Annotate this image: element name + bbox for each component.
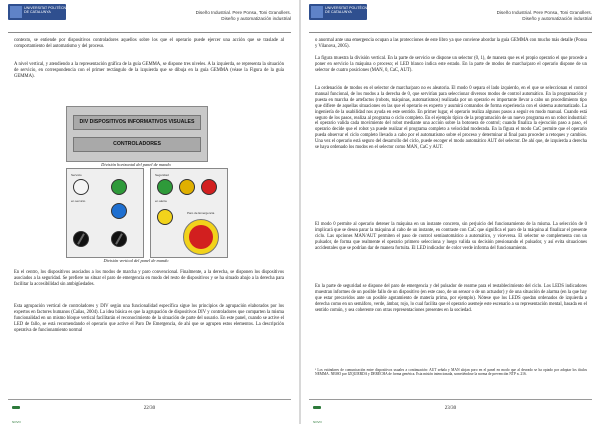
panel-label: Servicio (71, 173, 82, 177)
panel-label: Paro de Emergencia (187, 211, 215, 215)
mode-selector-icon (111, 231, 127, 247)
footnote: ¹ Los estándares de comunicación entre dispositivos usuales a continuación: AUT señala y MAN alojan poro en el panel en modo que al deseado se ha optado por adoptar los títulos NEMMA. NEMO por IZQUIERDA y DERECHA de forma genérica. Esta misión intencionada, sometiéndose la norma de prevención NTP n. 216. (315, 368, 587, 377)
panel-label: Seguridad (155, 173, 169, 177)
header-authors: Diseño Industrial. Pere Ponsa, Toni Granollers. (195, 10, 291, 15)
green-led-icon (111, 179, 127, 195)
header-text (497, 10, 592, 22)
paragraph: En la parte de seguridad se dispone del paro de emergencia y del pulsador de rearme para el restablecimiento del ciclo. Los LEDS indicadores muestran informes de un posible fallo de un dispositivo (en este caso, de un sensor o de un actuador) y de una situación de alarma (en la que hay que estar precavidos ante un posible agotamiento de materia prima, por ejemplo). Nótese que los LEDS quedan ordenados de izquierda a derecha como en un semáforo, verde, ámbar, rojo, lo cual facilita que el operario asemeje este escenario a su representación mental, basada en el sentido común, y sea coherente con otras representaciones presentes en la sociedad. (315, 284, 587, 313)
white-led-icon (73, 179, 89, 195)
paragraph: contexto, se entiende por dispositivos controladores aquellos sobre los que el operario puede ejercer una acción que se traslade al comportamiento del automatismo y del proceso. (14, 38, 284, 49)
paragraph: Esta agrupación vertical de controladores y DIV según una funcionalidad específica sigue los principios de agrupación elaborados por los expertos en factores humanos (Cañas, 2004). La idea básica es que la agrupación de dispositivos DIV y controladores que comparten la misma funcionalidad en un mismo bloque vertical facilitarán el reconocimiento de la situación de parte del usuario. En este panel, cuando se active el LED de fallo, se está recomendando el operario que active el Paro De Emergencia, de ahí que se agrupen estos elementos. La descripción operativa de funcionamiento normal (14, 304, 284, 333)
header-text (196, 10, 291, 22)
rearm-pushbutton-icon (157, 209, 173, 225)
vertical-panel-left (66, 168, 144, 258)
university-logo: UNIVERSITAT POLITÈCNICA DE CATALUNYA (8, 4, 66, 20)
page-number: 22/30 (143, 406, 156, 411)
logo-mark-icon (311, 6, 323, 18)
figure-caption: División horizontal del panel de mando (101, 162, 171, 167)
header-subtitle: Diseño y automatización industrial (221, 16, 291, 21)
red-led-icon (201, 179, 217, 195)
page-header (309, 2, 592, 32)
header-rule (8, 32, 291, 33)
paragraph: El modo 0 permite al operario detener la máquina en un instante concreto, sin perjuicio del funcionamiento de la misma. La selección de 0 implicará que se desea parar la máquina al cabo de un instante, en contraste con CaC que significa el paro de la máquina al finalizar el presente ciclo. Las opciones MAN/AUT permiten el paso de control semiautomático a automático, y viceversa. El selector se complementa con un pulsador, de forma que realmente el operario primero selecciona y luego valida su decisión presionando el pulsador, y así evita situaciones accidentales que se podrían dar de manera fortuita. El LED indicador de color verde informa del funcionamiento. (315, 222, 587, 251)
header-authors: Diseño Industrial. Pere Ponsa, Toni Granollers. (496, 10, 592, 15)
paragraph: La figura muestra la división vertical. En la parte de servicio se dispone un selector (0, 1), de manera que es el propio operario el que procede a poner en servicio la máquina o proceso; el LED blanco indica este estado. En la parte de modos de marcha/paro el operario dispone de un selector de cuatro posiciones (MAN, 0, CaC, AUT). (315, 56, 587, 73)
service-selector-icon (73, 231, 89, 247)
page-footer (309, 399, 592, 424)
panel-bar-controllers: CONTROLADORES (73, 137, 201, 152)
vertical-panel-right (150, 168, 228, 258)
paragraph: A nivel vertical, y atendiendo a la representación gráfica de la guía GEMMA, se dispone tres niveles. A la izquierda, se representa la situación de servicio, en correspondencia con el primer rectángulo de la izquierda que se dibuja en la guía GEMMA (véase la Figura de la guía GEMMA). (14, 62, 284, 79)
right-page (301, 0, 600, 424)
header-rule (309, 32, 592, 33)
paragraph: La ordenación de modos en el selector de marcha/paro no es aleatoria. El modo 0 separa el lado izquierdo, en el que se seleccionan el control manual funcional, de los modos a la derecha de 0, que servirían para seleccionar diversos modos de control automático. En la programación y puesta en marcha de artefactos (robots, máquinas, automatismos) realizada por un operario es importante llevar a cabo un procedimiento tipo que difiere de aquellas situaciones en las que el operario es experto y asumirá comandos de forma experiencia con el sistema automatizado. La ingeniería de la usabilidad nos ayuda en este sentido. En primer lugar, el operario realiza algunos pasos a seguir en modo manual. Cuando está seguro de los pasos, realiza al programa o ciclo completo. En el ejemplo típico de la programación de un nuevo programa en un robot industrial: el operario valida cada movimiento del robot mediante una acción sobre la botonera de control; cuando finaliza la ejecución paso a paso, el operario decide que el robot ya puede realizar el programa completo a velocidad moderada. En la figura el modo CaC permite que el operario pueda observar el ciclo completo llevado a cabo por el automatismo sobre el proceso y determinar al final para proceder a retoques y cambios. Una vez el operario está seguro del desarrollo del ciclo, puede escoger el modo automático AUT del selector. De ahí que, de izquierda a derecha se haya ordenado los modos en el selector como MAN, CaC y AUT. (315, 86, 587, 151)
horizontal-panel-figure (66, 106, 208, 162)
page-number: 23/30 (444, 406, 457, 411)
figure-caption: División vertical del panel de mando (103, 258, 169, 263)
logo-mark-icon (10, 6, 22, 18)
blue-pushbutton-icon (111, 203, 127, 219)
green-led-icon (157, 179, 173, 195)
footer-logo: NOVO (12, 406, 24, 414)
university-logo: UNIVERSITAT POLITÈCNICA DE CATALUNYA (309, 4, 367, 20)
panel-bar-informative: DIV DISPOSITIVOS INFORMATIVOS VISUALES (73, 115, 201, 130)
panel-label: en alerta (155, 199, 167, 203)
left-page (0, 0, 299, 424)
paragraph: En el centro, los dispositivos asociados a los modos de marcha y paro convencional. Finalmente, a la derecha, se disponen los dispositivos asociados a la seguridad. Se prefiere no situar el paro de emergencia en modo del resto de dispositivos y se ha situado abajo a la derecha para facilitar la accesibilidad sin ambigüedades. (14, 270, 284, 287)
header-subtitle: Diseño y automatización industrial (522, 16, 592, 21)
panel-label: en servicio (71, 199, 86, 203)
footer-logo: NOVO (313, 406, 325, 414)
paragraph: o anormal ante una emergencia ocupan a las protecciones de este libro ya que conviene abordar la guía GEMMA con mucho más detalle (Ponsa y Vilanova, 2005). (315, 38, 587, 49)
page-footer (8, 399, 291, 424)
page-header (8, 2, 291, 32)
amber-led-icon (179, 179, 195, 195)
emergency-stop-icon (183, 219, 219, 255)
